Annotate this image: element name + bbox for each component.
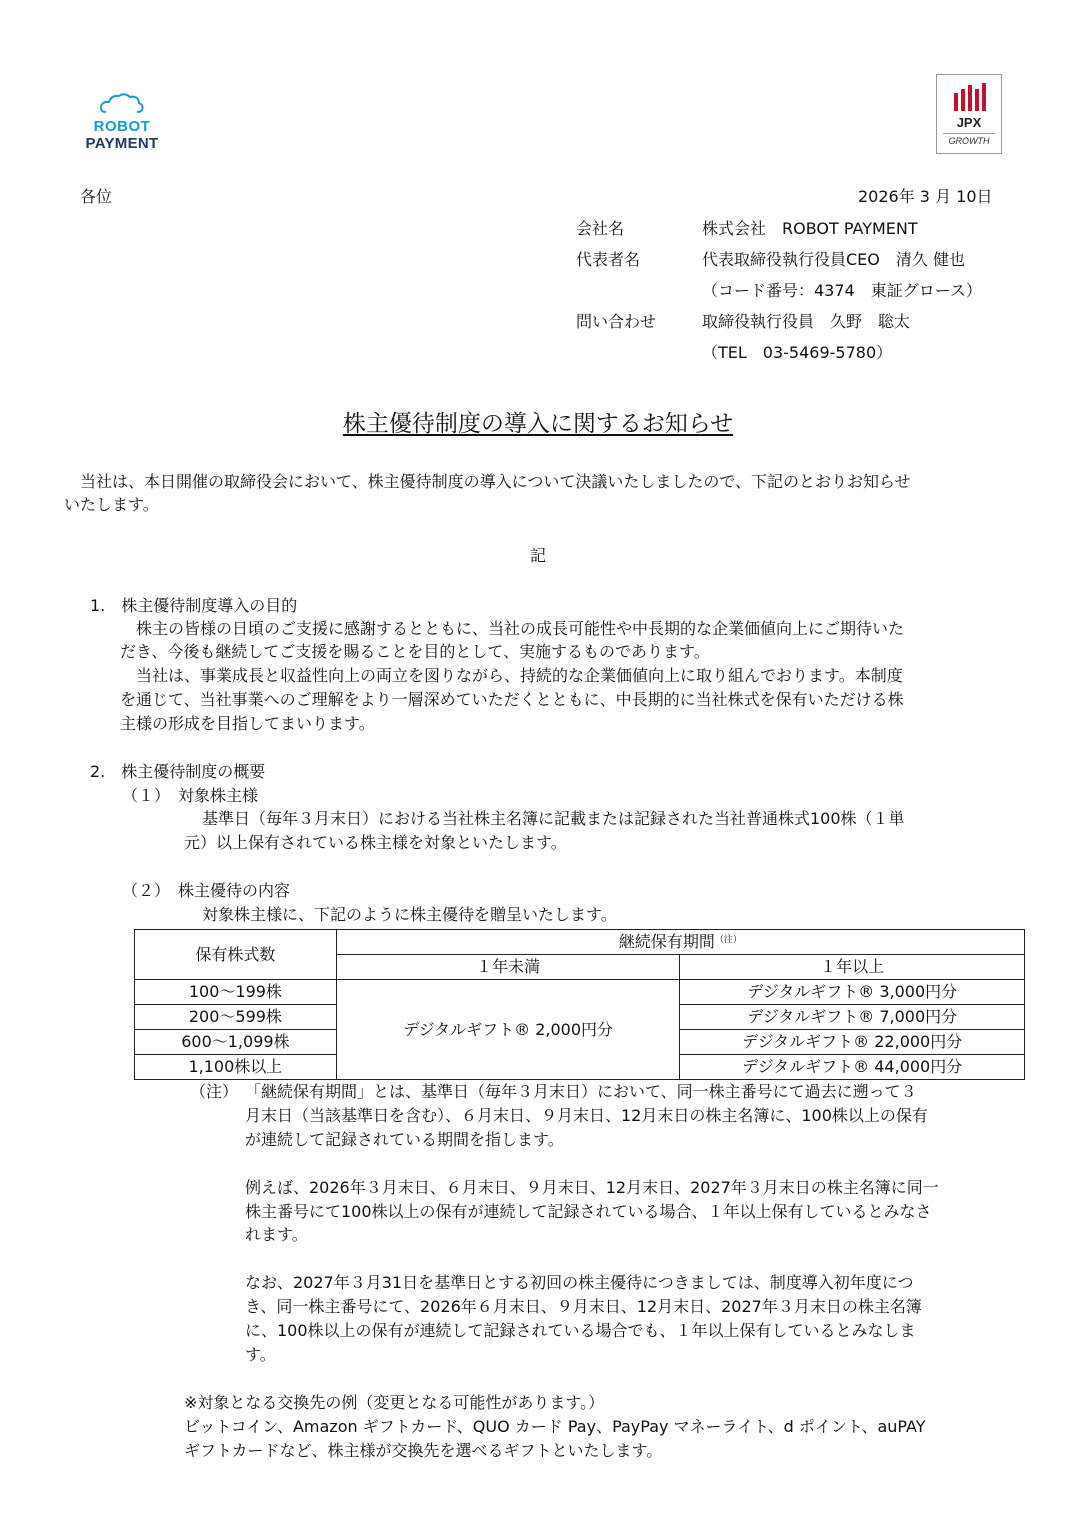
robot-payment-logo [76, 92, 168, 158]
logo-text-payment: PAYMENT [85, 135, 159, 152]
representative-value: 代表取締役執行役員CEO 清久 健也 [702, 250, 965, 269]
jpx-name: JPX [956, 115, 982, 130]
contact-value: 取締役執行役員 久野 聡太 [702, 312, 911, 331]
section1-heading: 1. 株主優待制度導入の目的 [90, 596, 298, 615]
shares-cell: 600～1,099株 [135, 1030, 337, 1055]
note-line: なお、2027年３月31日を基準日とする初回の株主優待につきましては、制度導入初年度につ [245, 1273, 914, 1292]
over-1-year-value: デジタルギフト® 44,000円分 [680, 1055, 1025, 1080]
stock-code: （コード番号：4374 東証グロース） [702, 281, 982, 300]
note-line: す。 [245, 1345, 276, 1364]
page-title [0, 408, 1076, 440]
jpx-growth-label: GROWTH [948, 136, 990, 146]
shares-cell: 200～599株 [135, 1005, 337, 1030]
sub1-line-2: 元）以上保有されている株主様を対象といたします。 [184, 833, 567, 852]
note-line: れます。 [245, 1225, 308, 1244]
representative-label: 代表者名 [576, 250, 641, 269]
sub2-line-1: 対象株主様に、下記のように株主優待を贈呈いたします。 [202, 905, 617, 924]
section1-line: 主様の形成を目指してまいります。 [120, 714, 375, 733]
header-under-1-year: １年未満 [336, 955, 680, 980]
note-line: が連続して記録されている期間を指します。 [245, 1130, 564, 1149]
header-period [336, 930, 1024, 955]
note-line: 株主番号にて100株以上の保有が連続して記録されている場合、１年以上保有しているとみなさ [245, 1202, 932, 1221]
page-title-text: 株主優待制度の導入に関するお知らせ [342, 411, 734, 437]
exchange-line: ギフトカードなど、株主様が交換先を選べるギフトといたします。 [184, 1441, 663, 1460]
header-shares: 保有株式数 [135, 930, 337, 980]
shares-cell: 1,100株以上 [135, 1055, 337, 1080]
jpx-divider [943, 133, 995, 134]
section1-line: を通じて、当社事業へのご理解をより一層深めていただくとともに、中長期的に当社株式を保有いただける株 [120, 690, 904, 709]
table-row [135, 980, 1025, 1005]
ki-mark: 記 [529, 546, 546, 565]
header-period-text: 継続保有期間 [618, 932, 715, 951]
intro-line-2: いたします。 [64, 495, 159, 514]
benefit-table [134, 929, 1025, 1080]
contact-tel: （TEL 03-5469-5780） [702, 343, 893, 362]
note-line: 「継続保有期間」とは、基準日（毎年３月末日）において、同一株主番号にて過去に遡って３ [245, 1082, 917, 1101]
header-over-1-year: １年以上 [680, 955, 1025, 980]
exchange-heading: ※対象となる交換先の例（変更となる可能性があります。） [184, 1393, 605, 1412]
note-line: に、100株以上の保有が連続して記録されている場合でも、１年以上保有しているとみなしま [245, 1321, 916, 1340]
under-1-year-value: デジタルギフト® 2,000円分 [336, 980, 680, 1080]
logo-text-robot: ROBOT [93, 118, 151, 135]
release-date: 2026年 3 月 10日 [858, 187, 993, 206]
note-line: き、同一株主番号にて、2026年６月末日、９月末日、12月末日、2027年３月末日の株主名簿 [245, 1297, 922, 1316]
over-1-year-value: デジタルギフト® 7,000円分 [680, 1005, 1025, 1030]
cloud-icon [100, 92, 144, 114]
intro-line-1: 当社は、本日開催の取締役会において、株主優待制度の導入について決議いたしましたので、下記のとおりお知らせ [64, 472, 911, 491]
over-1-year-value: デジタルギフト® 22,000円分 [680, 1030, 1025, 1055]
company-label: 会社名 [576, 219, 625, 238]
addressee: 各位 [80, 187, 113, 206]
exchange-line: ビットコイン、Amazon ギフトカード、QUO カード Pay、PayPay マネーライト、d ポイント、auPAY [184, 1417, 926, 1436]
sub1-heading: （１） 対象株主様 [122, 786, 259, 805]
sub2-heading: （２） 株主優待の内容 [122, 881, 291, 900]
section1-line: 当社は、事業成長と収益性向上の両立を図りながら、持続的な企業価値向上に取り組んでおります。本制度 [120, 666, 903, 685]
shares-cell: 100～199株 [135, 980, 337, 1005]
section2-heading: 2. 株主優待制度の概要 [90, 762, 266, 781]
over-1-year-value: デジタルギフト® 3,000円分 [680, 980, 1025, 1005]
section1-line: 株主の皆様の日頃のご支援に感謝するとともに、当社の成長可能性や中長期的な企業価値向上にご期待いた [120, 619, 905, 638]
note-label: （注） [190, 1082, 239, 1101]
jpx-bars-icon [953, 83, 987, 113]
contact-label: 問い合わせ [576, 312, 657, 331]
note-mark: （注） [714, 935, 742, 945]
note-line: 月末日（当該基準日を含む）、６月末日、９月末日、12月末日の株主名簿に、100株以上の保有 [245, 1106, 928, 1125]
sub1-line-1: 基準日（毎年３月末日）における当社株主名簿に記載または記録された当社普通株式100株（１単 [202, 809, 905, 828]
section1-line: だき、今後も継続してご支援を賜ることを目的として、実施するものであります。 [120, 642, 710, 661]
note-line: 例えば、2026年３月末日、６月末日、９月末日、12月末日、2027年３月末日の株主名簿に同一 [245, 1178, 939, 1197]
jpx-growth-logo [936, 74, 1002, 154]
company-value: 株式会社 ROBOT PAYMENT [702, 219, 918, 238]
